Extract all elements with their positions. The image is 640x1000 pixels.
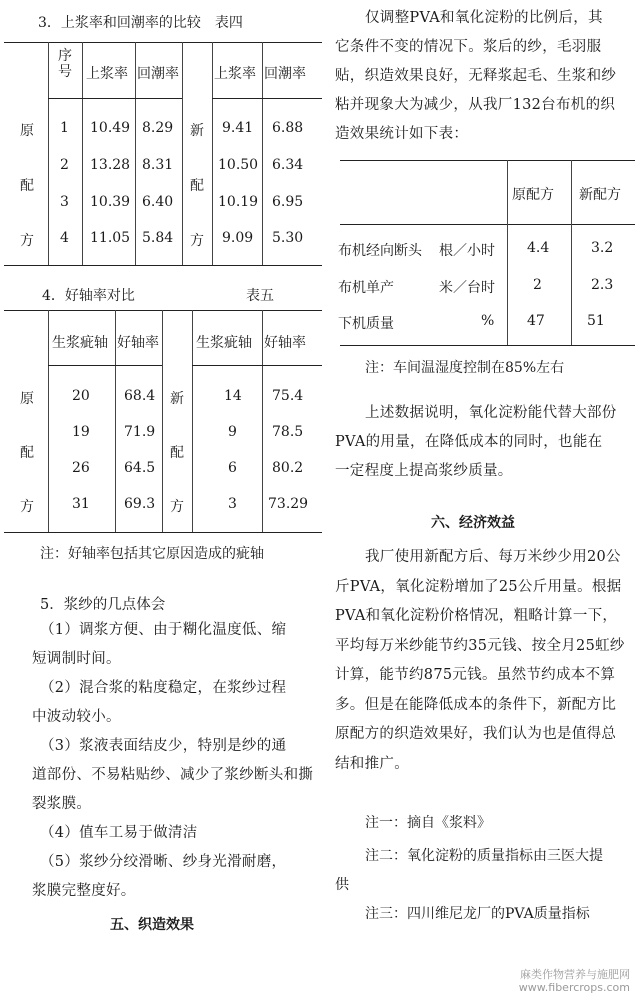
table5-note: 注：好轴率包括其它原因造成的疵轴 [40,546,264,562]
table4-divider [135,42,136,265]
text-line: 上述数据说明，氧化淀粉能代替大部份 [365,405,617,421]
table5-cell: 6 [228,460,237,476]
table5-title: 4．好轴率对比 [42,288,135,304]
footnote: 注一：摘自《浆料》 [365,815,491,831]
table4-cell: 6.88 [272,120,304,136]
table4-cell: 10.50 [218,157,259,173]
text-line: （4）值车工易于做清洁 [40,825,198,841]
table4-cell: 2 [60,157,69,173]
weave-table-note: 注：车间温湿度控制在85%左右 [365,360,565,376]
table4-cell: 5.84 [142,230,174,246]
weave-table-divider [507,160,508,345]
weaving-intro [335,4,640,149]
table4-divider [82,42,83,265]
footnote: 注二：氧化淀粉的质量指标由三医大提 [365,848,603,864]
table4-header: 上浆率 [86,66,128,82]
table5-group-label: 方 [170,499,184,515]
table4-title: 3．上浆率和回潮率的比较 表四 [38,15,243,31]
heading-economic-benefit: 六、经济效益 [431,515,515,531]
table5-cell: 64.5 [124,460,156,476]
conclusion-paragraph [335,399,640,486]
weave-table-divider [571,160,572,345]
table5-cell: 69.3 [124,496,156,512]
table5-cell: 26 [72,460,90,476]
table4-group-label: 新 [190,123,204,139]
table5-group-label: 新 [170,391,184,407]
table5-cell: 78.5 [272,424,304,440]
table5-cell: 14 [224,388,242,404]
text-line: 道部份、不易粘贴纱、减少了浆纱断头和撕 [32,767,314,783]
text-line: 裂浆膜。 [32,796,92,812]
weave-table-cell: 3.2 [591,240,614,256]
table4-cell: 11.05 [90,230,131,246]
table4-bottom-rule [4,265,322,266]
table4-group-label: 配 [20,178,34,194]
table5-cell: 9 [228,424,237,440]
footnote: 供 [335,877,349,893]
text-line: 中波动较小。 [32,709,121,725]
table4-group-label: 配 [190,178,204,194]
table4-header-rule [48,98,182,99]
table4-group-label: 原 [20,123,34,139]
table5-header: 好轴率 [264,335,306,351]
watermark [440,968,630,994]
table5-cell: 80.2 [272,460,304,476]
watermark-line: 麻类作物营养与施肥网 [520,968,630,981]
text-line: 贴，织造效果良好，无释浆起毛、生浆和纱 [335,68,617,84]
text-line: 短调制时间。 [32,651,121,667]
table5-group-label: 配 [20,445,34,461]
weave-table-header: 新配方 [579,187,621,203]
table5-header-rule [192,365,322,366]
weave-table-item: 下机质量 [338,316,394,332]
table4-cell: 6.40 [142,194,174,210]
section5-title: 5．浆纱的几点体会 [40,597,166,613]
table5-top-rule [4,310,322,311]
table5-cell: 71.9 [124,424,156,440]
table5-cell: 20 [72,388,90,404]
table5-header: 生浆疵轴 [52,335,108,351]
table5-divider [192,310,193,532]
table4-divider [262,42,263,265]
watermark-line: www.fibercrops.com [518,981,630,994]
table5-cell: 3 [228,496,237,512]
weave-table-unit: % [481,313,495,329]
text-line: PVA的用量，在降低成本的同时，也能在 [335,434,603,450]
text-line: 仅调整PVA和氧化淀粉的比例后，其 [365,10,603,26]
table5-group-label: 方 [20,499,34,515]
weave-table-top-rule [340,160,635,161]
section5-body [32,616,330,906]
text-line: 斤PVA，氧化淀粉增加了25公斤用量。根据 [335,578,622,595]
text-line: 计算，能节约875元钱。虽然节约成本不算 [335,667,616,683]
text-line: 结和推广。 [335,755,409,772]
table4-header: 回潮率 [264,66,306,82]
table5-group-label: 配 [170,445,184,461]
table4-cell: 3 [60,194,69,210]
economic-paragraph [335,543,640,779]
text-line: 它条件不变的情况下。浆后的纱，毛羽服 [335,39,602,55]
weave-table-item: 布机经向断头 [338,243,422,259]
footnote: 注三：四川维尼龙厂的PVA质量指标 [365,906,590,922]
table5-header: 好轴率 [117,335,159,351]
right-column [335,0,640,1000]
table4-cell: 6.95 [272,194,304,210]
table4-divider [182,42,183,265]
table5-divider [162,310,163,532]
weave-table-header: 原配方 [512,187,554,203]
text-line: PVA和氧化淀粉价格情况，粗略计算一下， [335,608,618,624]
table4-top-rule [4,42,322,43]
table4-cell: 4 [60,230,69,246]
weave-table-cell: 51 [587,313,605,329]
table4-cell: 13.28 [90,157,131,173]
heading-weaving-effect: 五、织造效果 [110,917,194,933]
text-line: 粘并现象大为减少，从我厂132台布机的织 [335,97,616,113]
table4-cell: 9.41 [222,120,254,136]
table4-header-rule [212,98,322,99]
table4-cell: 10.49 [90,120,131,136]
text-line: 一定程度上提高浆纱质量。 [335,463,513,479]
text-line: （1）调浆方便、由于糊化温度低、缩 [40,622,287,638]
table5-header-rule [48,365,162,366]
table5-cell: 68.4 [124,388,156,404]
weave-table-header-rule [340,224,635,225]
table4-cell: 8.31 [142,157,174,173]
table4-header-no: 序号 [58,48,72,80]
table5-bottom-rule [4,532,322,533]
text-line: 多。但是在能降低成本的条件下，新配方比 [335,696,617,713]
text-line: 我厂使用新配方后、每万米纱少用20公 [365,549,621,565]
table5-divider [48,310,49,532]
text-line: （3）浆液表面结皮少，特别是纱的通 [40,738,287,754]
table4-cell: 1 [60,120,69,136]
text-line: 原配方的织造效果好，我们认为也是值得总 [335,726,617,742]
table4-cell: 5.30 [272,230,304,246]
table4-group-label: 方 [190,233,204,249]
weave-table-cell: 2.3 [591,277,614,293]
text-line: 浆膜完整度好。 [32,883,136,899]
weave-table-bottom-rule [340,345,635,346]
table5-cell: 73.29 [268,496,309,512]
text-line: （5）浆纱分绞滑晰、纱身光滑耐磨， [40,854,287,870]
weave-table-cell: 47 [527,313,545,329]
weave-table-unit: 米／台时 [439,280,495,296]
table5-group-label: 原 [20,391,34,407]
weave-table-unit: 根／小时 [439,243,495,259]
table5-label: 表五 [246,288,274,304]
table5-divider [262,310,263,532]
text-line: 造效果统计如下表： [335,126,469,142]
table4-divider [212,42,213,265]
text-line: （2）混合浆的粘度稳定，在浆纱过程 [40,680,287,696]
table5-header: 生浆疵轴 [196,335,252,351]
table4-group-label: 方 [20,233,34,249]
table4-cell: 10.19 [218,194,259,210]
table4-cell: 8.29 [142,120,174,136]
table5-cell: 19 [72,424,90,440]
table4-divider [48,42,49,265]
table5-cell: 75.4 [272,388,304,404]
weave-table-cell: 2 [533,277,542,293]
table5-cell: 31 [72,496,90,512]
table5-divider [115,310,116,532]
weave-table-item: 布机单产 [338,280,394,296]
table4-header: 回潮率 [137,66,179,82]
table4-cell: 10.39 [90,194,131,210]
table4-header: 上浆率 [214,66,256,82]
table4-cell: 9.09 [222,230,254,246]
text-line: 平均每万米纱能节约35元钱、按全月25虹纱 [335,637,625,654]
table4-cell: 6.34 [272,157,304,173]
weave-table-cell: 4.4 [527,240,550,256]
